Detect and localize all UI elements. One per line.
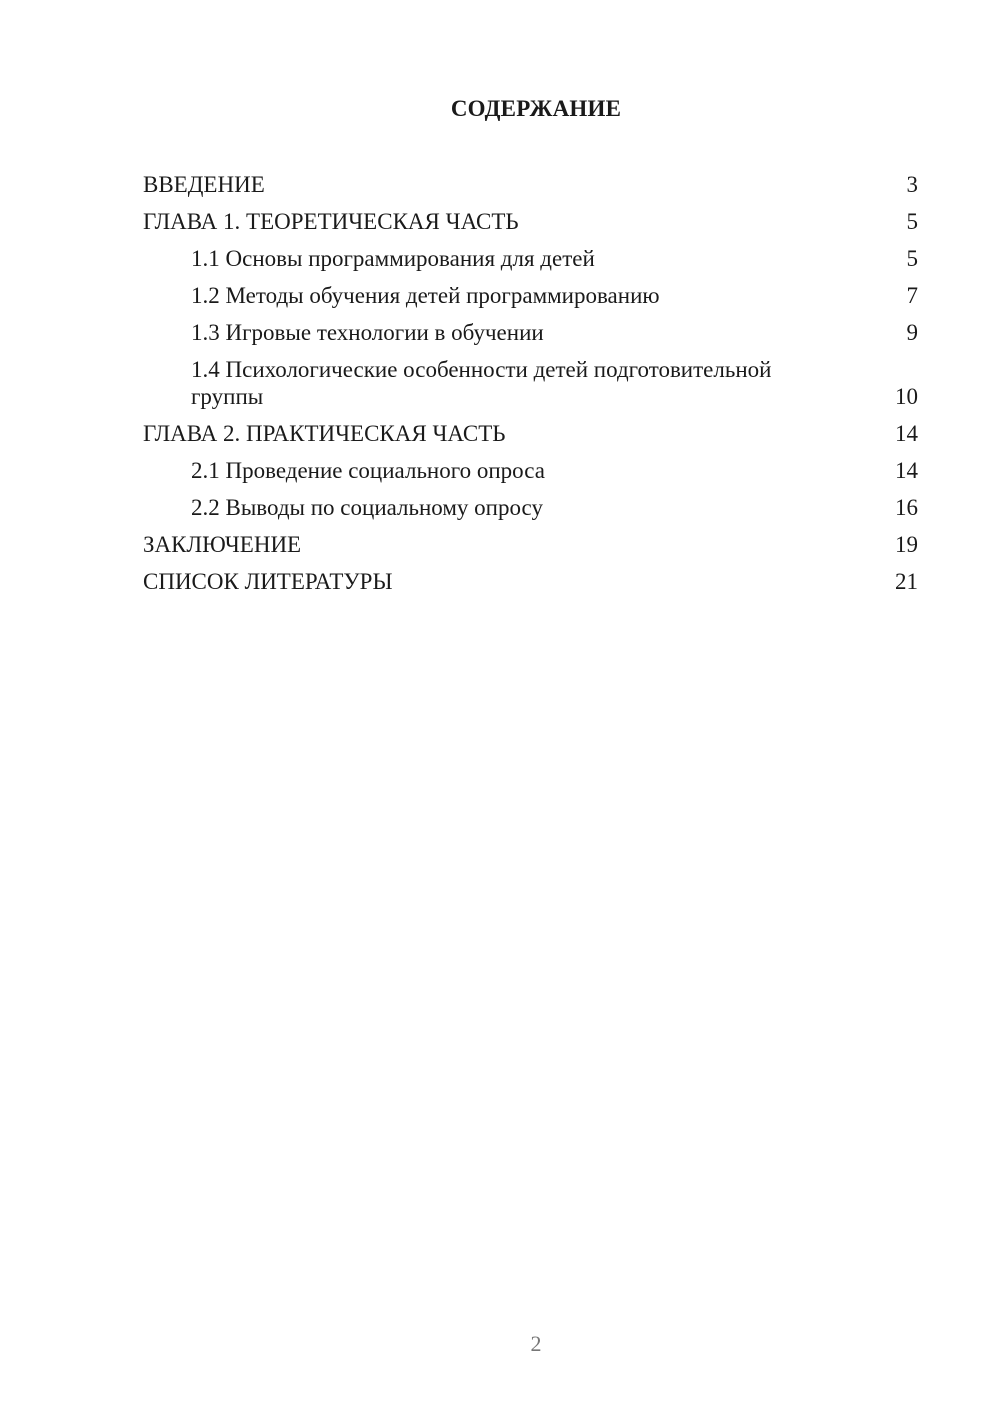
toc-entry-page: 21: [895, 569, 918, 594]
toc-entry-page: 16: [895, 495, 918, 520]
toc-entry-label: 1.1 Основы программирования для детей: [191, 246, 595, 271]
toc-entry-page: 7: [906, 283, 918, 308]
toc-entry-page: 5: [906, 246, 918, 271]
toc-entry-section-1-4[interactable]: [143, 351, 918, 415]
toc-entry-page: 14: [895, 421, 918, 446]
toc-entry-page: 10: [895, 384, 918, 409]
toc-entry-label: 1.2 Методы обучения детей программированию: [191, 283, 660, 308]
toc-entry-label: ГЛАВА 2. ПРАКТИЧЕСКАЯ ЧАСТЬ: [143, 421, 506, 446]
toc-entry-label: СПИСОК ЛИТЕРАТУРЫ: [143, 569, 393, 594]
toc-entry-section-1-1[interactable]: [143, 240, 918, 277]
page-number: 2: [530, 1331, 542, 1356]
toc-entry-conclusion[interactable]: [143, 526, 918, 563]
toc-entry-label: ГЛАВА 1. ТЕОРЕТИЧЕСКАЯ ЧАСТЬ: [143, 209, 519, 234]
toc-entry-page: 19: [895, 532, 918, 557]
toc-entry-page: 14: [895, 458, 918, 483]
toc-entry-label: ЗАКЛЮЧЕНИЕ: [143, 532, 302, 557]
toc-entry-chapter-1[interactable]: [143, 203, 918, 240]
toc-entry-section-1-2[interactable]: [143, 277, 918, 314]
toc-entry-label: 1.4 Психологические особенности детей подготовительной группы: [191, 357, 772, 409]
toc-entry-label: 2.1 Проведение социального опроса: [191, 458, 545, 483]
toc-entry-page: 9: [906, 320, 918, 345]
toc-entry-section-2-2[interactable]: [143, 489, 918, 526]
toc-entry-page: 5: [906, 209, 918, 234]
toc-entry-page: 3: [906, 172, 918, 197]
toc-title: СОДЕРЖАНИЕ: [450, 96, 622, 121]
toc-entry-references[interactable]: [143, 563, 918, 600]
toc-entry-label: 2.2 Выводы по социальному опросу: [191, 495, 543, 520]
toc-entry-introduction[interactable]: [143, 166, 918, 203]
toc-entry-section-1-3[interactable]: [143, 314, 918, 351]
table-of-contents: [143, 166, 918, 600]
toc-entry-chapter-2[interactable]: [143, 415, 918, 452]
toc-entry-label: 1.3 Игровые технологии в обучении: [191, 320, 544, 345]
toc-entry-label: ВВЕДЕНИЕ: [143, 172, 265, 197]
toc-entry-section-2-1[interactable]: [143, 452, 918, 489]
